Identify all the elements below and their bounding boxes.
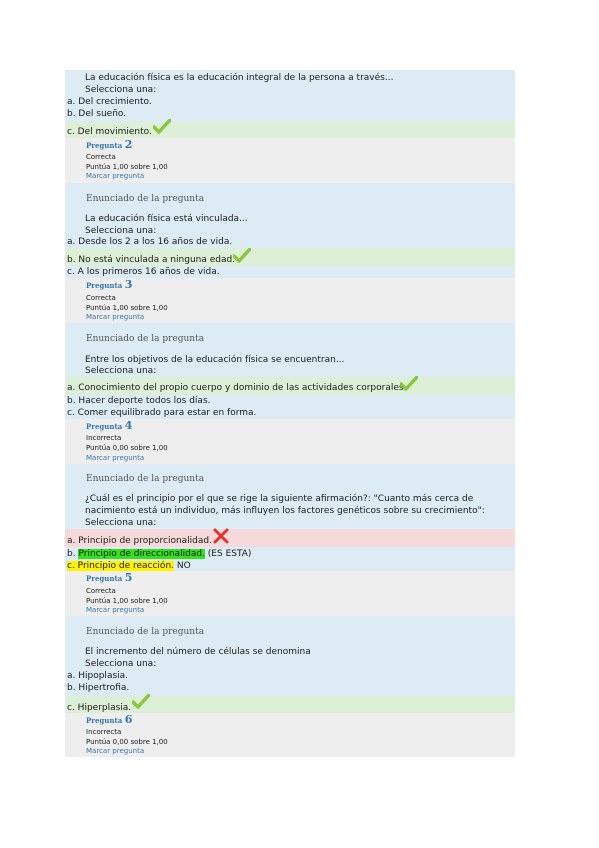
q2-number: Pregunta 2 [86, 138, 133, 151]
q3-number: Pregunta 3 [86, 278, 133, 291]
q2-state: Correcta [86, 153, 116, 161]
q3-option-c[interactable]: c. Comer equilibrado para estar en forma. [67, 408, 257, 418]
check-icon [153, 119, 171, 135]
q6-state: Incorrecta [86, 728, 122, 736]
q6-score: Puntúa 0,00 sobre 1,00 [86, 738, 168, 746]
q5-heading: Enunciado de la pregunta [86, 627, 205, 637]
q5-select-label: Selecciona una: [85, 659, 157, 669]
q4-option-a[interactable]: a. Principio de proporcionalidad. [67, 536, 212, 546]
q3-select-label: Selecciona una: [85, 366, 157, 376]
q2-flag-link[interactable]: Marcar pregunta [86, 172, 145, 180]
q3-text: Entre los objetivos de la educación física se encuentran... [85, 355, 345, 365]
highlight-marker: Principio de direccionalidad. [78, 549, 205, 559]
q4-select-label: Selecciona una: [85, 518, 157, 528]
q2-select-label: Selecciona una: [85, 226, 157, 236]
q2-option-c[interactable]: c. A los primeros 16 años de vida. [67, 267, 220, 277]
q4-number: Pregunta 4 [86, 419, 133, 432]
check-icon [233, 248, 251, 264]
q2-heading: Enunciado de la pregunta [86, 194, 205, 204]
q3-option-a[interactable]: a. Conocimiento del propio cuerpo y dominio de las actividades corporales. [67, 383, 407, 393]
q5-number: Pregunta 5 [86, 571, 133, 584]
highlight-marker: c. Principio de reacción. [67, 561, 175, 571]
q5-option-c[interactable]: c. Hiperplasia. [67, 703, 132, 713]
check-icon [400, 376, 418, 392]
q6-number: Pregunta 6 [86, 713, 133, 726]
q5-option-a[interactable]: a. Hipoplasia. [67, 671, 129, 681]
q4-option-c[interactable]: c. Principio de reacción. NO [67, 561, 191, 571]
q4-score: Puntúa 0,00 sobre 1,00 [86, 444, 168, 452]
q1-text: La educación física es la educación integral de la persona a través... [85, 73, 394, 83]
q4-state: Incorrecta [86, 434, 122, 442]
q6-flag-link[interactable]: Marcar pregunta [86, 747, 145, 755]
q1-option-c[interactable]: c. Del movimiento. [67, 127, 152, 137]
q5-state: Correcta [86, 587, 116, 595]
q2-text: La educación física está vinculada... [85, 214, 248, 224]
q2-option-b[interactable]: b. No está vinculada a ninguna edad. [67, 255, 236, 265]
q1-option-b[interactable]: b. Del sueño. [67, 109, 127, 119]
q4-text: ¿Cuál es el principio por el que se rige la siguiente afirmación?: "Cuanto más cerca de nacimiento está un individuo, más influyen los factores genéticos sobre su crecimiento": [85, 494, 485, 516]
q3-state: Correcta [86, 294, 116, 302]
q4-flag-link[interactable]: Marcar pregunta [86, 454, 145, 462]
q5-option-b[interactable]: b. Hipertrofia. [67, 683, 130, 693]
q3-option-b[interactable]: b. Hacer deporte todos los días. [67, 396, 211, 406]
q5-score: Puntúa 1,00 sobre 1,00 [86, 597, 168, 605]
q3-score: Puntúa 1,00 sobre 1,00 [86, 304, 168, 312]
q1-select-label: Selecciona una: [85, 85, 157, 95]
q2-option-a[interactable]: a. Desde los 2 a los 16 años de vida. [67, 237, 233, 247]
q4-heading: Enunciado de la pregunta [86, 474, 205, 484]
q5-text: El incremento del número de células se denomina [85, 647, 311, 657]
cross-icon [213, 528, 229, 544]
q2-score: Puntúa 1,00 sobre 1,00 [86, 163, 168, 171]
q5-flag-link[interactable]: Marcar pregunta [86, 606, 145, 614]
q1-option-a[interactable]: a. Del crecimiento. [67, 97, 152, 107]
check-icon [132, 694, 150, 710]
q3-flag-link[interactable]: Marcar pregunta [86, 313, 145, 321]
q4-option-b[interactable]: b. Principio de direccionalidad. (ES ESTA) [67, 549, 252, 559]
q3-heading: Enunciado de la pregunta [86, 334, 205, 344]
